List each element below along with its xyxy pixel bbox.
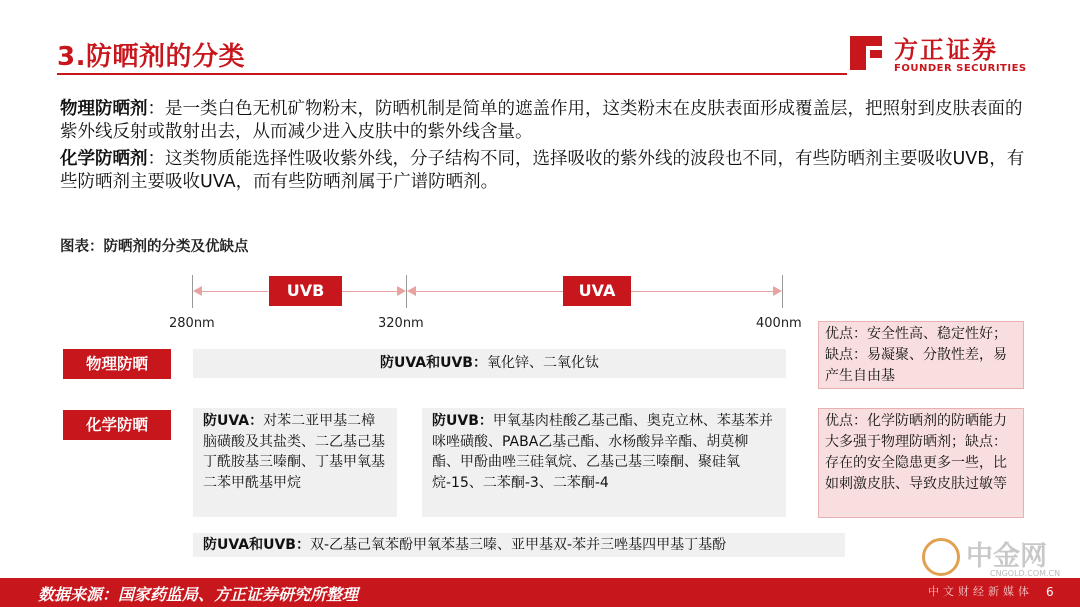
- physical-pros-cons-box: 优点：安全性高、稳定性好；缺点：易凝聚、分散性差，易产生自由基: [818, 321, 1024, 389]
- physical-sunscreen-text: ：是一类白色无机矿物粉末，防晒机制是简单的遮盖作用，这类粉末在皮肤表面形成覆盖层，把照射到皮肤表面的紫外线反射或散射出去，从而减少进入皮肤中的紫外线含量。: [60, 99, 1023, 142]
- chemical-sunscreen-paragraph: [60, 148, 1035, 194]
- watermark-subtitle: 中文财经新媒体: [928, 585, 1033, 598]
- founder-logo-icon: [848, 32, 884, 72]
- uvb-range-line-right: [342, 291, 404, 292]
- chemical-sunscreen-term: 化学防晒剂: [60, 149, 148, 169]
- chemical-category-label: 化学防晒: [63, 410, 171, 440]
- uva-range-line-left: [409, 291, 564, 292]
- logo-english-name: FOUNDER SECURITIES: [894, 63, 1027, 74]
- physical-sunscreen-paragraph: [60, 98, 1035, 144]
- title-underline: [57, 73, 847, 75]
- physical-both-box: [193, 349, 786, 378]
- uvb-band-label: UVB: [269, 276, 342, 306]
- chemical-sunscreen-text: ：这类物质能选择性吸收紫外线，分子结构不同，选择吸收的紫外线的波段也不同，有些防晒剂主要吸收UVB，有些防晒剂主要吸收UVA，而有些防晒剂属于广谱防晒剂。: [60, 149, 1025, 192]
- wavelength-280-label: 280nm: [169, 316, 215, 331]
- uvb-range-line-left: [195, 291, 268, 292]
- chemical-both-text: 双-乙基己氧苯酚甲氧苯基三嗪、亚甲基双-苯并三唑基四甲基丁基酚: [309, 537, 727, 553]
- uvb-left-arrow-icon: [193, 286, 202, 296]
- chemical-uva-text: 对苯二亚甲基二樟脑磺酸及其盐类、二乙基己基丁酰胺基三嗪酮、丁基甲氧基二苯甲酰基甲烷: [203, 413, 385, 491]
- watermark-url: CNGOLD.COM.CN: [990, 569, 1061, 578]
- data-source-note: 数据来源：国家药监局、方正证券研究所整理: [38, 585, 359, 604]
- chemical-uva-box: [193, 408, 397, 517]
- uva-range-line-right: [631, 291, 780, 292]
- page-number: 6: [1046, 585, 1054, 599]
- cngold-logo-icon: [922, 538, 960, 576]
- chemical-both-box: [193, 533, 845, 557]
- physical-category-label: 物理防晒: [63, 349, 171, 379]
- chemical-uvb-text: 甲氧基肉桂酸乙基己酯、奥克立林、苯基苯并咪唑磺酸、PABA乙基己酯、水杨酸异辛酯、胡莫柳酯、甲酚曲唑三硅氧烷、乙基己基三嗪酮、聚硅氧烷-15、二苯酮-3、二苯酮-4: [432, 413, 773, 491]
- chemical-uva-term: 防UVA：: [203, 413, 264, 429]
- uva-right-arrow-icon: [773, 286, 782, 296]
- wavelength-400-label: 400nm: [756, 316, 802, 331]
- physical-both-term: 防UVA和UVB：: [380, 355, 487, 371]
- chemical-uvb-term: 防UVB：: [432, 413, 493, 429]
- tick-400: [782, 275, 783, 308]
- chemical-uvb-box: [422, 408, 786, 517]
- wavelength-320-label: 320nm: [378, 316, 424, 331]
- chemical-pros-cons-box: 优点：化学防晒剂的防晒能力大多强于物理防晒剂；缺点：存在的安全隐患更多一些，比如刺激皮肤、导致皮肤过敏等: [818, 408, 1024, 518]
- chemical-both-term: 防UVA和UVB：: [203, 537, 310, 553]
- physical-sunscreen-term: 物理防晒剂: [60, 99, 148, 119]
- physical-both-text: 氧化锌、二氧化钛: [486, 355, 599, 371]
- uva-band-label: UVA: [563, 276, 631, 306]
- page-title: 3.防晒剂的分类: [57, 42, 245, 72]
- uvb-right-arrow-icon: [397, 286, 406, 296]
- figure-caption: 图表：防晒剂的分类及优缺点: [60, 239, 249, 255]
- uva-left-arrow-icon: [407, 286, 416, 296]
- watermark-name: 中金网: [966, 541, 1047, 572]
- logo-chinese-name: 方正证券: [894, 36, 998, 64]
